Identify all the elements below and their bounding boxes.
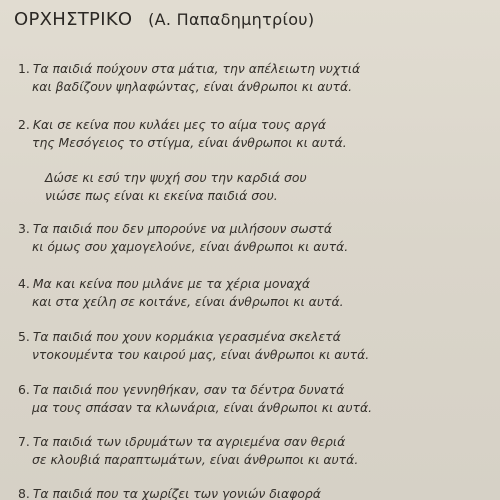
verse-line: Τα παιδιά των ιδρυμάτων τα αγριεμένα σαν θεριά	[32, 434, 346, 449]
refrain-line: Δώσε κι εσύ την ψυχή σου την καρδιά σου	[45, 170, 307, 185]
verse-line: και βαδίζουν ψηλαφώντας, είναι άνθρωποι κι αυτά.	[32, 79, 353, 94]
refrain-line: νιώσε πως είναι κι εκείνα παιδιά σου.	[45, 188, 278, 203]
song-title: ΟΡΧΗΣΤΡΙΚΟ	[14, 9, 133, 30]
page-header	[14, 9, 314, 30]
verse-8	[18, 485, 321, 500]
song-author: (Α. Παπαδημητρίου)	[148, 10, 315, 29]
verse-line: Τα παιδιά που γεννηθήκαν, σαν τα δέντρα δυνατά	[32, 382, 345, 397]
verse-3	[18, 220, 348, 256]
verse-number: 8.	[18, 486, 30, 500]
verse-2	[18, 116, 347, 152]
verse-4	[18, 275, 344, 311]
verse-number: 6.	[18, 382, 30, 397]
verse-line: μα τους σπάσαν τα κλωνάρια, είναι άνθρωποι κι αυτά.	[32, 400, 373, 415]
verse-number: 3.	[18, 221, 30, 236]
verse-number: 2.	[18, 117, 30, 132]
verse-number: 4.	[18, 276, 30, 291]
verse-5	[18, 328, 369, 364]
verse-line: Τα παιδιά πούχουν στα μάτια, την απέλειωτη νυχτιά	[32, 61, 361, 76]
verse-number: 1.	[18, 61, 30, 76]
verse-line: Τα παιδιά που δεν μπορούνε να μιλήσουν σωστά	[32, 221, 333, 236]
verse-number: 7.	[18, 434, 30, 449]
verse-6	[18, 381, 372, 417]
verse-line: κι όμως σου χαμογελούνε, είναι άνθρωποι κι αυτά.	[32, 239, 349, 254]
verse-line: της Μεσόγειος το στίγμα, είναι άνθρωποι κι αυτά.	[32, 135, 347, 150]
verse-line: και στα χείλη σε κοιτάνε, είναι άνθρωποι κι αυτά.	[32, 294, 344, 309]
verse-line: Τα παιδιά που χουν κορμάκια γερασμένα σκελετά	[32, 329, 341, 344]
verse-line: Τα παιδιά που τα χωρίζει των γονιών διαφορά	[32, 486, 321, 500]
verse-number: 5.	[18, 329, 30, 344]
verse-line: Και σε κείνα που κυλάει μες το αίμα τους αργά	[32, 117, 326, 132]
verse-line: σε κλουβιά παραπτωμάτων, είναι άνθρωποι κι αυτά.	[32, 452, 359, 467]
verse-1	[18, 60, 360, 96]
verse-line: Μα και κείνα που μιλάνε με τα χέρια μοναχά	[32, 276, 311, 291]
refrain	[45, 169, 307, 205]
verse-line: ντοκουμέντα του καιρού μας, είναι άνθρωποι κι αυτά.	[32, 347, 370, 362]
verse-7	[18, 433, 358, 469]
